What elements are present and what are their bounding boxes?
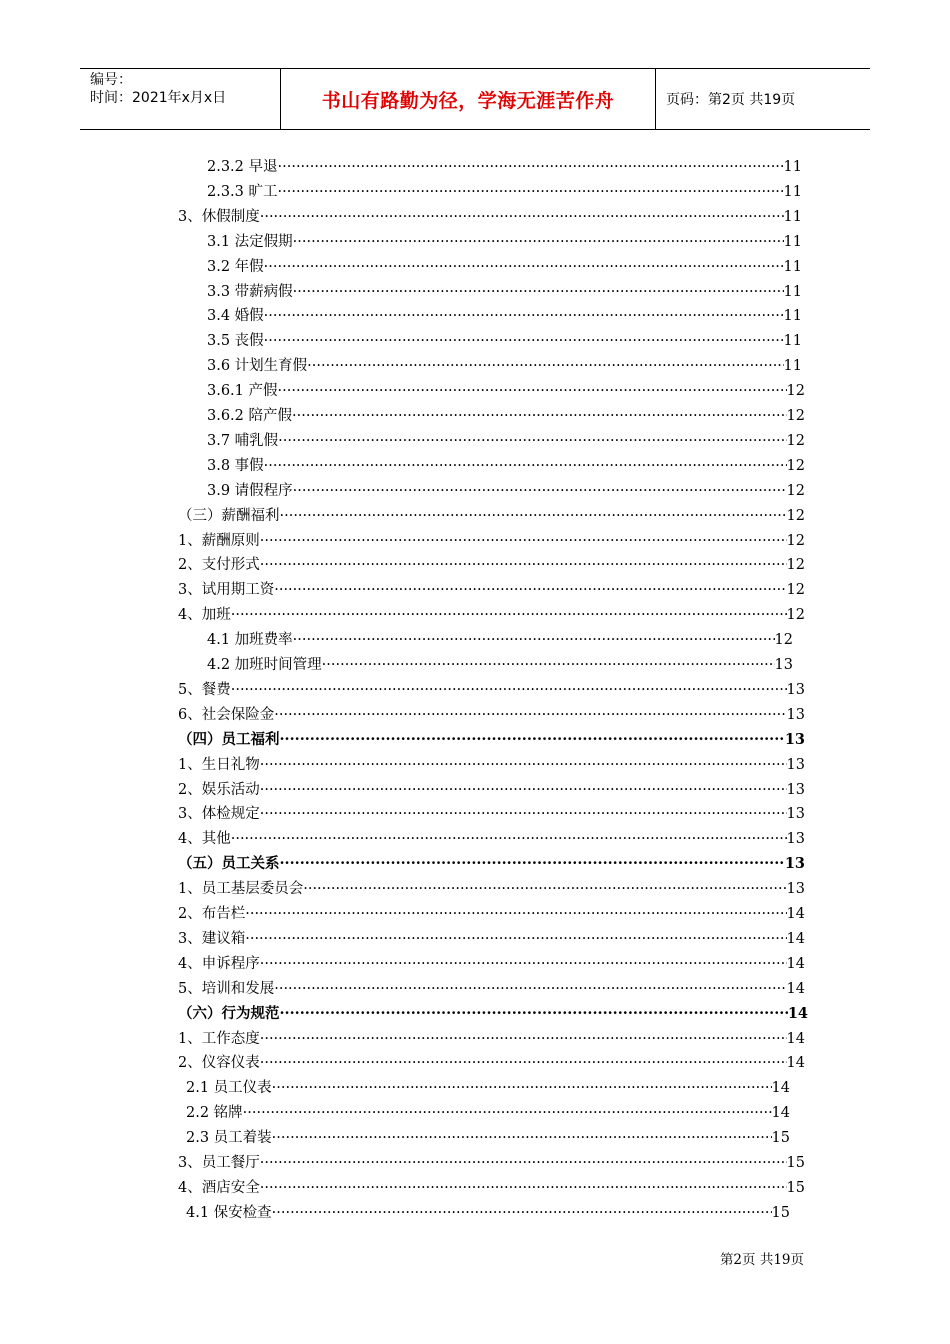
toc-leader-dots [245, 927, 786, 952]
toc-entry-page: 12 [786, 383, 805, 400]
toc-leader-dots [292, 404, 787, 429]
toc-entry-page: 12 [786, 607, 805, 624]
toc-entry-title: 3.3 带薪病假 [207, 283, 293, 300]
toc-entry-title: 4、酒店安全 [178, 1179, 260, 1196]
toc-leader-dots [280, 852, 785, 877]
toc-entry-title: 4、其他 [178, 831, 231, 848]
toc-leader-dots [307, 354, 783, 379]
toc-leader-dots [264, 255, 784, 280]
header-slogan: 书山有路勤为径，学海无涯苦作舟 [280, 69, 656, 129]
toc-entry-page: 13 [784, 730, 805, 748]
toc-entry-page: 15 [771, 1130, 790, 1147]
toc-entry-page: 11 [783, 283, 802, 300]
toc-entry-page: 15 [786, 1179, 805, 1196]
toc-entry[interactable] [178, 952, 805, 977]
toc-entry[interactable] [186, 1126, 790, 1151]
toc-entry[interactable] [207, 379, 805, 404]
toc-entry-title: 2、娱乐活动 [178, 781, 260, 798]
toc-leader-dots [274, 977, 786, 1002]
toc-entry-title: 3.4 婚假 [207, 308, 264, 325]
toc-entry-title: 4.2 加班时间管理 [207, 657, 322, 673]
toc-leader-dots [260, 802, 787, 827]
toc-entry-page: 13 [786, 706, 805, 723]
toc-entry-title: （三）薪酬福利 [178, 507, 280, 524]
toc-entry-page: 12 [786, 557, 805, 574]
toc-entry[interactable] [178, 753, 805, 778]
toc-entry-page: 12 [786, 582, 805, 599]
toc-entry[interactable] [186, 1076, 790, 1101]
toc-entry-title: 3.5 丧假 [207, 333, 264, 350]
toc-entry-page: 14 [771, 1105, 790, 1122]
toc-entry[interactable] [207, 628, 793, 653]
toc-entry-title: 2.3.2 早退 [207, 159, 278, 175]
toc-entry-title: 4.1 加班费率 [207, 632, 293, 649]
toc-entry[interactable] [178, 902, 805, 927]
toc-entry[interactable] [207, 454, 805, 479]
toc-leader-dots [274, 703, 786, 728]
toc-entry-page: 12 [786, 507, 805, 524]
toc-entry-page: 14 [786, 1030, 805, 1047]
toc-entry-title: 4、申诉程序 [178, 955, 260, 972]
toc-leader-dots [280, 504, 787, 529]
toc-entry-page: 11 [783, 258, 802, 275]
toc-entry[interactable] [178, 728, 805, 753]
toc-entry[interactable] [178, 778, 805, 803]
toc-entry-page: 11 [783, 233, 802, 250]
toc-entry[interactable] [207, 255, 802, 280]
toc-entry-page: 11 [783, 358, 802, 375]
toc-entry-page: 11 [783, 333, 802, 350]
toc-entry-title: 3、试用期工资 [178, 582, 275, 599]
toc-entry[interactable] [178, 927, 805, 952]
toc-leader-dots [280, 1002, 788, 1027]
toc-entry-title: 2、布告栏 [178, 906, 246, 922]
toc-entry-title: 2.2 铭牌 [186, 1105, 243, 1122]
toc-entry-page: 11 [783, 208, 802, 225]
toc-entry-title: 4.1 保安检查 [186, 1204, 272, 1221]
toc-leader-dots [274, 578, 786, 603]
toc-entry-title: 5、餐费 [178, 681, 231, 698]
toc-entry-page: 14 [786, 1055, 805, 1072]
toc-entry[interactable] [178, 1051, 805, 1076]
toc-entry[interactable] [178, 578, 805, 603]
toc-entry[interactable] [178, 977, 805, 1002]
toc-entry-page: 13 [786, 831, 805, 848]
toc-leader-dots [278, 429, 786, 454]
toc-leader-dots [243, 1101, 772, 1126]
toc-entry[interactable] [178, 827, 805, 852]
toc-entry[interactable] [178, 504, 805, 529]
toc-entry[interactable] [207, 155, 802, 180]
toc-entry-page: 13 [786, 756, 805, 773]
toc-entry[interactable] [178, 529, 805, 554]
toc-leader-dots [260, 778, 787, 803]
page-footer: 第2页 共19页 [719, 1252, 804, 1268]
toc-entry-page: 11 [783, 159, 802, 175]
toc-entry[interactable] [178, 1002, 808, 1027]
toc-entry-title: 3、体检规定 [178, 806, 260, 823]
toc-entry-page: 14 [786, 930, 805, 947]
toc-entry-page: 11 [783, 308, 802, 325]
toc-entry-page: 13 [786, 806, 805, 823]
toc-entry-title: 4、加班 [178, 607, 231, 624]
toc-leader-dots [260, 1151, 787, 1176]
toc-entry-title: 3.6 计划生育假 [207, 358, 308, 375]
toc-entry-title: 3、休假制度 [178, 208, 260, 225]
toc-entry-page: 15 [786, 1155, 805, 1171]
toc-entry-title: 6、社会保险金 [178, 706, 275, 723]
toc-entry-page: 13 [786, 781, 805, 798]
toc-leader-dots [303, 877, 786, 902]
toc-leader-dots [278, 379, 787, 404]
toc-leader-dots [272, 1076, 772, 1101]
toc-leader-dots [278, 180, 784, 205]
toc-entry-page: 12 [786, 457, 805, 474]
toc-entry-page: 13 [786, 881, 805, 898]
toc-entry[interactable] [178, 205, 802, 230]
toc-entry-title: 3.9 请假程序 [207, 482, 293, 499]
toc-entry-title: 2.3 员工着装 [186, 1130, 272, 1147]
toc-leader-dots [231, 827, 787, 852]
toc-entry[interactable] [178, 877, 805, 902]
toc-entry-page: 12 [774, 632, 793, 649]
header-page-info: 页码：第2页 共19页 [666, 92, 796, 108]
page-header [80, 68, 870, 130]
toc-entry[interactable] [178, 603, 805, 628]
toc-entry[interactable] [207, 429, 805, 454]
toc-entry[interactable] [178, 852, 805, 877]
toc-entry[interactable] [207, 329, 802, 354]
toc-entry-page: 14 [786, 906, 805, 922]
toc-leader-dots [264, 304, 784, 329]
toc-leader-dots [322, 653, 775, 678]
toc-entry-title: 3、员工餐厅 [178, 1155, 260, 1171]
toc-leader-dots [260, 553, 787, 578]
toc-entry-page: 14 [786, 955, 805, 972]
toc-entry[interactable] [207, 653, 793, 678]
toc-entry-page: 13 [786, 681, 805, 698]
toc-entry-title: 2、仪容仪表 [178, 1055, 260, 1072]
toc-entry[interactable] [207, 304, 802, 329]
toc-entry-title: 3、建议箱 [178, 930, 246, 947]
toc-leader-dots [272, 1201, 772, 1226]
toc-leader-dots [264, 329, 784, 354]
toc-leader-dots [293, 628, 775, 653]
toc-entry[interactable] [207, 230, 802, 255]
toc-entry-title: 3.7 哺乳假 [207, 432, 279, 449]
toc-entry-page: 14 [786, 980, 805, 997]
toc-leader-dots [264, 454, 787, 479]
toc-leader-dots [293, 230, 784, 255]
toc-entry-title: 1、生日礼物 [178, 756, 260, 773]
toc-entry[interactable] [207, 404, 805, 429]
toc-leader-dots [278, 155, 784, 180]
toc-entry-title: （六）行为规范 [178, 1004, 280, 1022]
toc-entry-title: （五）员工关系 [178, 855, 280, 873]
toc-entry-title: 3.2 年假 [207, 258, 264, 275]
toc-entry[interactable] [178, 678, 805, 703]
toc-entry-page: 12 [786, 532, 805, 549]
toc-leader-dots [260, 952, 787, 977]
toc-entry-page: 12 [786, 408, 805, 424]
toc-entry-title: 1、工作态度 [178, 1030, 260, 1047]
toc-entry[interactable] [207, 180, 802, 205]
toc-entry-title: 3.6.2 陪产假 [207, 408, 293, 424]
toc-entry[interactable] [178, 553, 805, 578]
toc-leader-dots [272, 1126, 772, 1151]
toc-entry-title: 1、薪酬原则 [178, 532, 260, 549]
toc-entry[interactable] [207, 354, 802, 379]
toc-entry-page: 14 [787, 1004, 808, 1022]
toc-entry[interactable] [186, 1201, 790, 1226]
document-time-label: 时间：2021年x月x日 [90, 90, 227, 106]
toc-entry-page: 11 [783, 183, 802, 200]
toc-entry[interactable] [178, 1027, 805, 1052]
toc-entry-title: 5、培训和发展 [178, 980, 275, 997]
toc-leader-dots [231, 678, 787, 703]
toc-leader-dots [231, 603, 787, 628]
toc-entry-title: 3.1 法定假期 [207, 233, 293, 250]
toc-leader-dots [280, 728, 785, 753]
toc-entry-title: （四）员工福利 [178, 730, 280, 748]
header-meta [80, 69, 280, 129]
toc-leader-dots [260, 529, 787, 554]
toc-entry[interactable] [178, 703, 805, 728]
toc-leader-dots [260, 753, 787, 778]
toc-leader-dots [245, 902, 786, 927]
toc-entry-title: 2、支付形式 [178, 557, 260, 574]
toc-entry-page: 12 [786, 482, 805, 499]
document-number-label: 编号： [90, 72, 132, 88]
toc-entry-title: 2.3.3 旷工 [207, 183, 278, 200]
toc-entry-title: 1、员工基层委员会 [178, 881, 304, 898]
toc-entry-title: 3.6.1 产假 [207, 383, 278, 400]
toc-entry-title: 3.8 事假 [207, 457, 264, 474]
toc-leader-dots [260, 1051, 787, 1076]
toc-leader-dots [260, 205, 784, 230]
toc-entry-title: 2.1 员工仪表 [186, 1080, 272, 1097]
toc-entry[interactable] [207, 479, 805, 504]
toc-leader-dots [293, 280, 784, 305]
toc-leader-dots [260, 1027, 787, 1052]
toc-entry[interactable] [178, 1151, 805, 1176]
toc-entry-page: 13 [784, 855, 805, 873]
toc-entry[interactable] [207, 280, 802, 305]
toc-entry-page: 13 [774, 657, 793, 673]
toc-entry-page: 15 [771, 1204, 790, 1221]
toc-entry[interactable] [178, 802, 805, 827]
toc-entry-page: 14 [771, 1080, 790, 1097]
toc-entry-page: 12 [786, 432, 805, 449]
toc-leader-dots [293, 479, 787, 504]
toc-leader-dots [260, 1176, 787, 1201]
toc-entry[interactable] [178, 1176, 805, 1201]
toc-entry[interactable] [186, 1101, 790, 1126]
